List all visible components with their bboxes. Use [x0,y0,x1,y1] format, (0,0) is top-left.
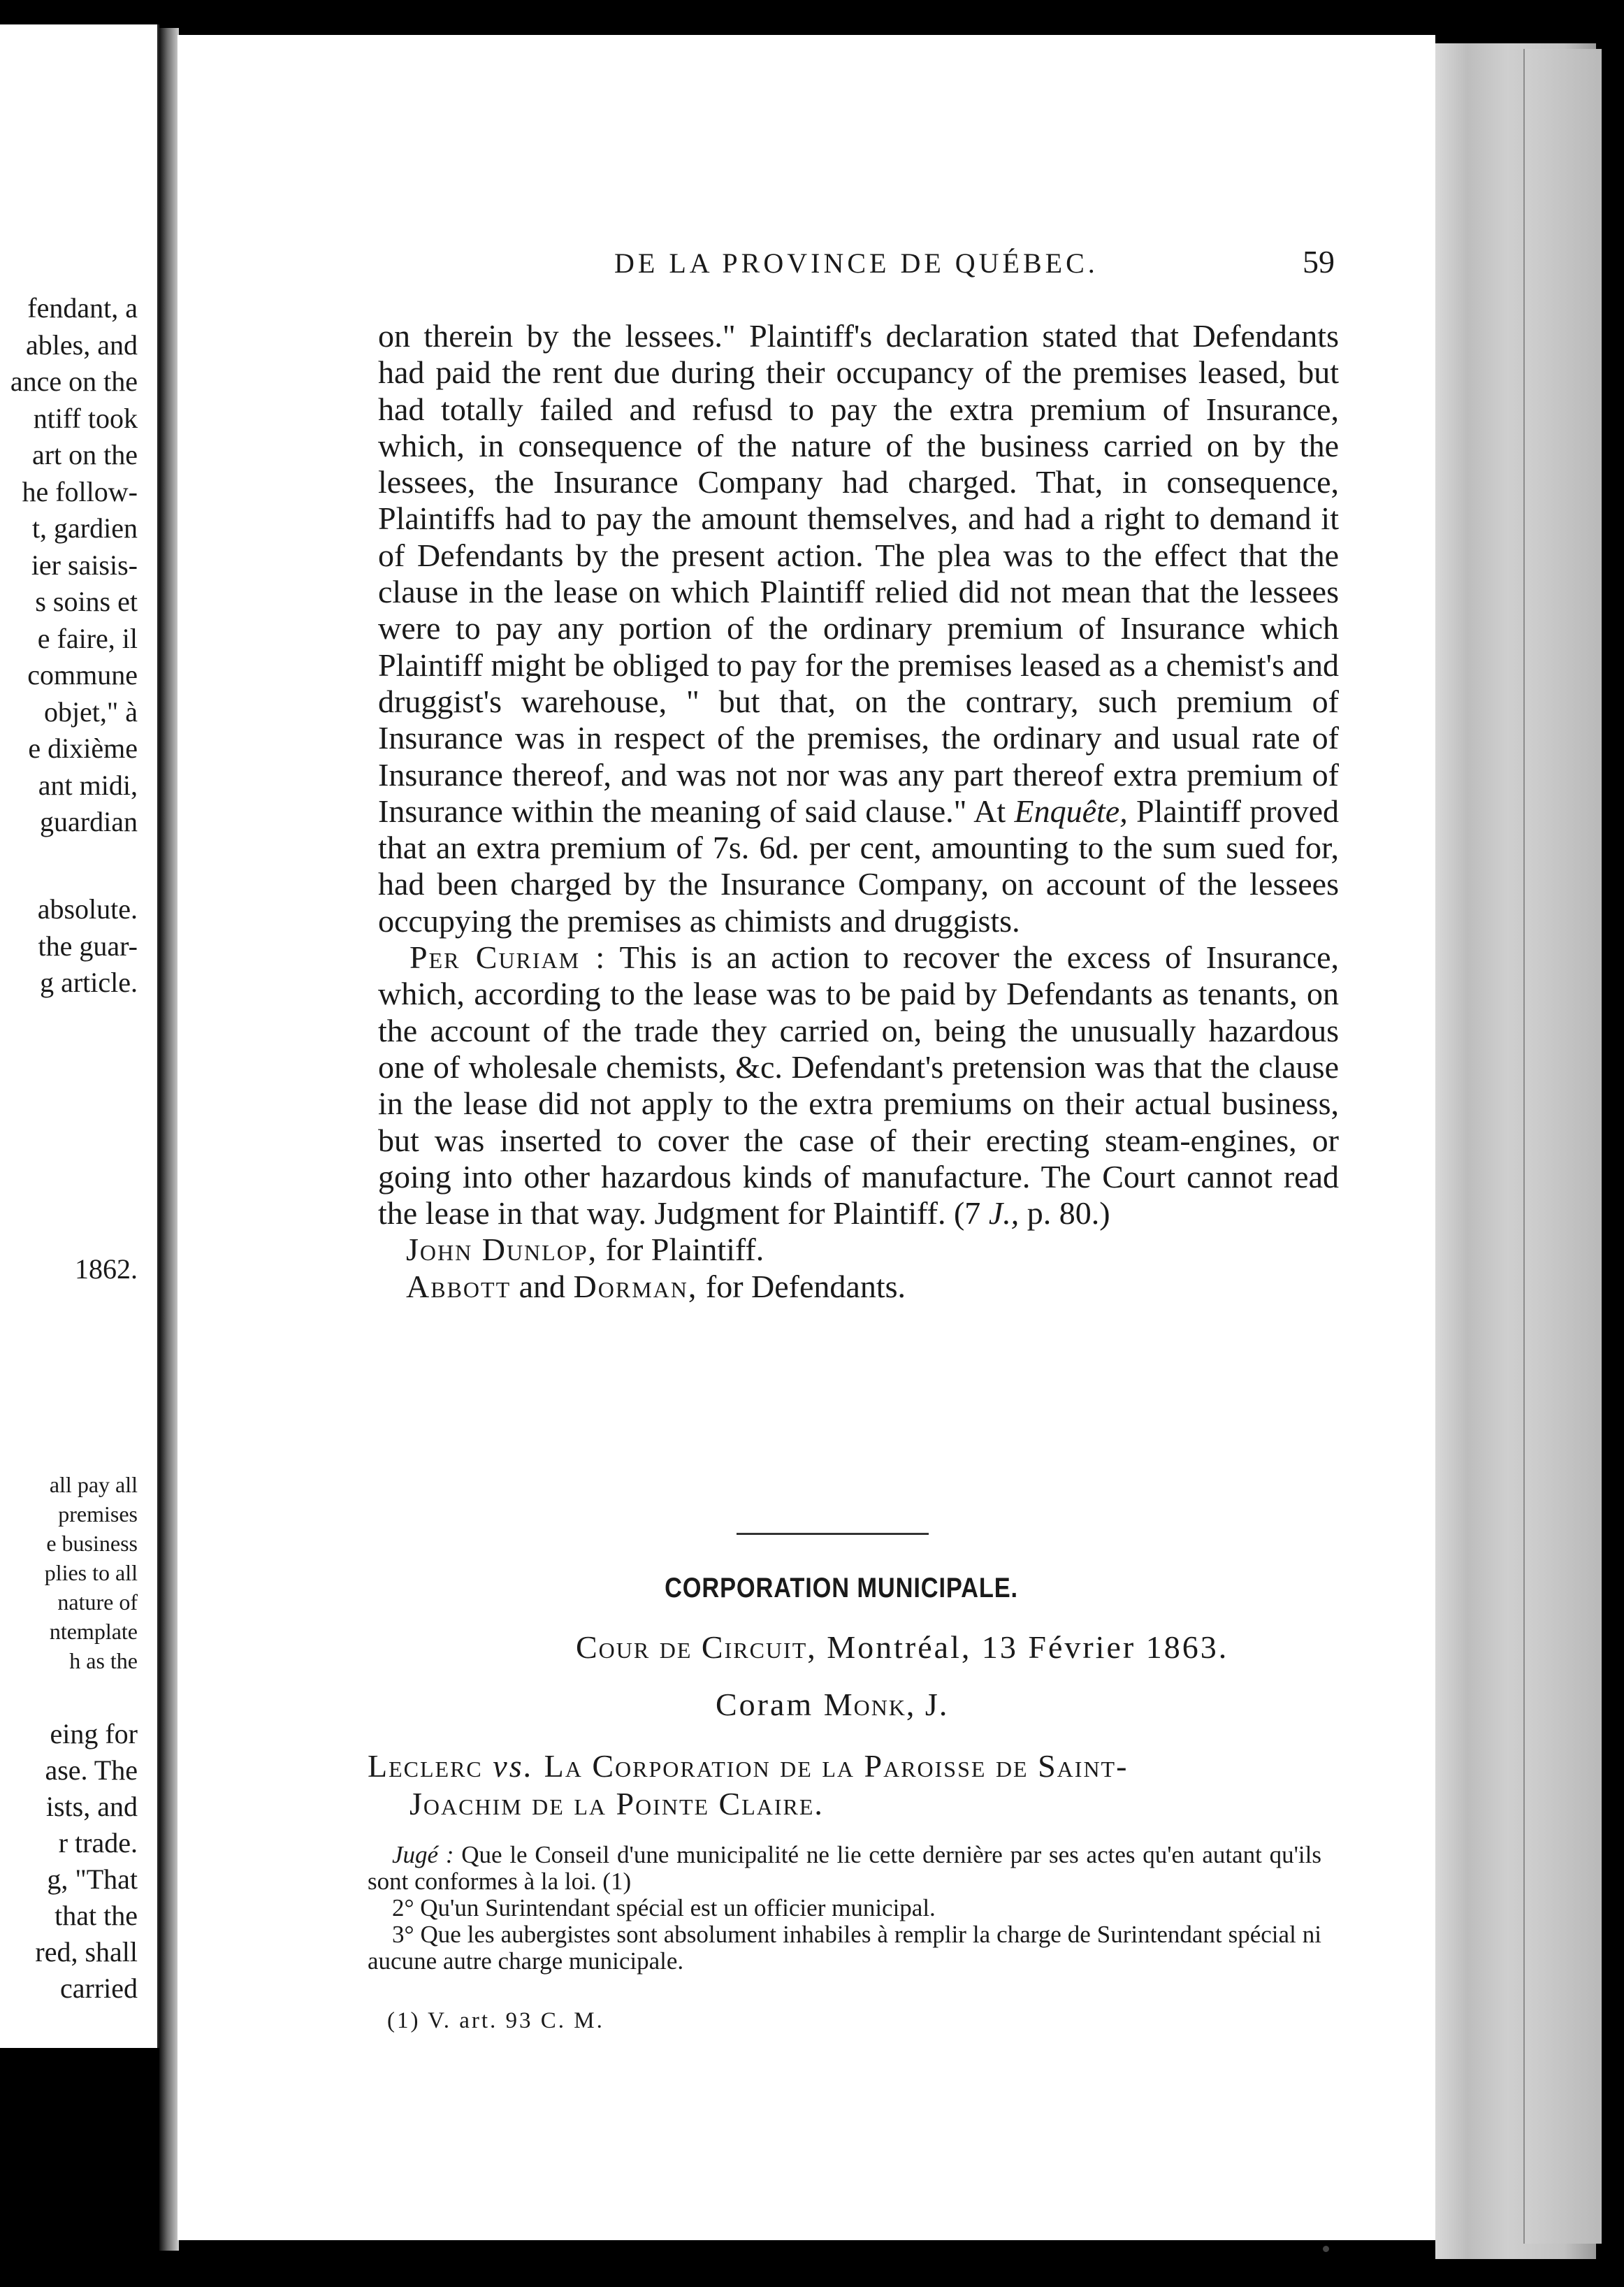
previous-page-line: fendant, a [27,292,138,324]
previous-page-line: guardian [40,806,138,837]
book-gutter [159,28,179,2251]
paragraph-judgment: Per Curiam : This is an action to recover the excess of Insurance, which, according to the lease was to be paid by Defendants as tenants, on the account of the trade they carried on, being the unusually hazardous one of wholesale chemists, &c. Defendant's pretension was that the clause in the lease did not apply to the extra premiums on their actual business, but was inserted to cover the case of their erecting steam-engines, or going into other hazardous kinds of manufacture. The Court cannot read the lease in that way. Judgment for Plaintiff. (7 J., p. 80.) [378,939,1339,1232]
previous-page-line: e business [46,1531,138,1556]
previous-page-line: t, gardien [31,512,138,544]
previous-page-line: r trade. [58,1827,138,1859]
page-number: 59 [1303,244,1335,280]
page-block-edge-outer [1523,49,1602,2244]
running-header: DE LA PROVINCE DE QUÉBEC. [614,247,1099,279]
section-divider [737,1533,929,1535]
counsel-defendants: Abbott and Dorman, for Defendants. [406,1268,906,1304]
per-curiam: Per Curiam : [409,939,607,976]
headnote-2: 2° Qu'un Surintendant spécial est un officier municipal. [392,1894,936,1921]
previous-page-line: e faire, il [37,622,138,654]
case-report-text [378,318,1339,1305]
previous-page-fragment [0,24,159,2048]
previous-page-line: ier saisis- [31,549,138,581]
previous-page-line: ase. The [45,1754,138,1786]
previous-page-line: ntiff took [33,402,138,434]
previous-page-line: premises [58,1501,138,1527]
previous-page-line: g article. [40,967,138,998]
case-parties: Leclerc vs. La Corporation de la Paroisse de Saint- Joachim de la Pointe Claire. [368,1748,1129,1821]
previous-page-line: objet," à [43,695,138,728]
previous-page-line: ntemplate [49,1619,138,1644]
previous-page-line: all pay all [49,1472,138,1497]
enquete-term: Enquête, [1014,793,1128,829]
section-title: CORPORATION MUNICIPALE. [665,1573,1018,1603]
previous-page-line: ant midi, [38,769,138,801]
previous-page-line: that the [55,1900,138,1931]
paragraph-facts: on therein by the lessees." Plaintiff's declaration stated that Defendants had paid the rent due during their occupancy of the premises leased, but had totally failed and refusd to pay the extra premium of Insurance, which, in consequence of the nature of the business carried on by the lessees, the Insurance Company had charged. That, in consequence, Plaintiffs had to pay the amount themselves, and had a right to demand it of Defendants by the present action. The plea was to the effect that the clause in the lease on which Plaintiff relied did not mean that the lessees were to pay any portion of the ordinary premium of Insurance which Plaintiff might be obliged to pay for the premises leased as a chemist's and druggist's warehouse, " but that, on the contrary, such premium of Insurance was in respect of the premises, the ordinary and usual rate of Insurance thereof, and was not nor was any part thereof extra premium of Insurance within the meaning of said clause." At Enquête, Plaintiff proved that an extra premium of 7s. 6d. per cent, amounting to the sum sued for, had been charged by the Insurance Company, on account of the lessees occupying the premises as chimists and druggists. [378,318,1340,939]
headnote-3: 3° Que les aubergistes sont absolument inhabiles à remplir la charge de Surintendant spécial ni aucune autre charge municipale. [368,1921,1321,1975]
previous-page-line: red, shall [35,1936,138,1968]
previous-page-line: h as the [69,1648,138,1673]
court-line: Cour de Circuit, Montréal, 13 Février 1863. [576,1629,1229,1665]
headnote-1: Jugé : Que le Conseil d'une municipalité ne lie cette dernière par ses actes qu'en autant qu'ils sont conformes à la loi. (1) [368,1841,1321,1895]
previous-page-line: art on the [31,439,138,470]
previous-page-line: s soins et [35,586,138,617]
book-page [177,35,1435,2240]
previous-page-line: ables, and [26,329,138,361]
previous-page-line: eing for [50,1718,138,1749]
speck [1323,2246,1329,2252]
previous-page-line: nature of [57,1589,138,1615]
previous-page-line: carried [59,1972,138,2004]
headnote [368,1842,1321,1975]
counsel-plaintiff: John Dunlop, for Plaintiff. [406,1232,764,1268]
coram-line: Coram Monk, J. [716,1687,949,1722]
previous-page-year: 1862. [75,1253,138,1285]
previous-page-line: plies to all [44,1560,138,1585]
previous-page-line: he follow- [22,475,138,507]
previous-page-line: commune [27,659,138,691]
previous-page-line: g, "That [47,1863,138,1895]
previous-page-line: e dixième [28,733,138,764]
previous-page-line: ists, and [45,1791,138,1822]
footnote: (1) V. art. 93 C. M. [387,2008,604,2033]
previous-page-line: absolute. [37,893,138,925]
previous-page-line: the guar- [38,930,138,962]
previous-page-line: ance on the [10,366,138,397]
